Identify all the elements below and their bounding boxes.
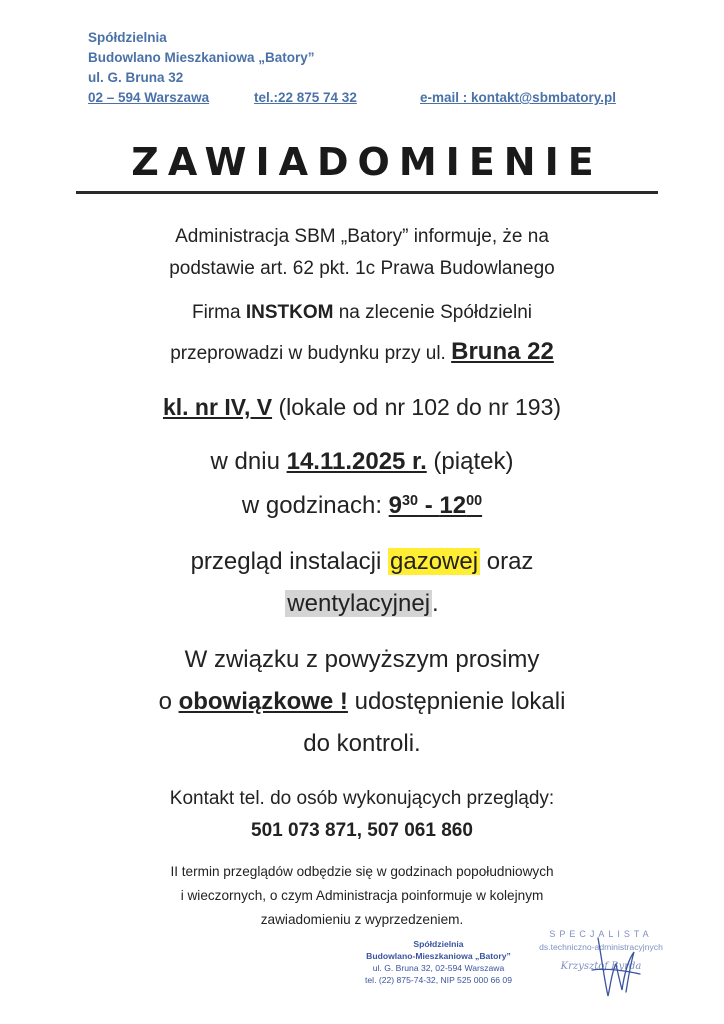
body-line-ventilation: [0, 590, 724, 618]
inspection-post: oraz: [480, 548, 534, 575]
note-line-3: zawiadomieniu z wyprzedzeniem.: [260, 912, 464, 927]
cooperative-stamp: [356, 938, 521, 986]
body-line-3-pre: Firma: [191, 302, 246, 323]
specialist-name: Krzysztof Byrda: [560, 961, 642, 972]
signature-icon: [578, 930, 648, 1000]
contact-label: Kontakt tel. do osób wykonujących przeglądy:: [169, 788, 555, 809]
letterhead-phone: tel.:22 875 74 32: [254, 90, 357, 105]
mandatory-emphasis: obowiązkowe !: [178, 688, 348, 715]
body-line-inspection: [0, 548, 724, 576]
document-title: ZAWIADOMIENIE: [131, 140, 603, 184]
body-line-control: do kontroli.: [303, 730, 421, 757]
gas-highlight: gazowej: [390, 548, 479, 575]
body-line-1: Administracja SBM „Batory” informuje, że na: [175, 226, 549, 247]
stamp-line-1: Spółdzielnia: [413, 939, 464, 949]
body-line-4-pre: przeprowadzi w budynku przy ul.: [170, 343, 452, 364]
inspection-date: 14.11.2025 r.: [286, 448, 427, 475]
letterhead-line-3: ul. G. Bruna 32: [88, 70, 184, 85]
body-line-2: podstawie art. 62 pkt. 1c Prawa Budowlanego: [169, 258, 555, 279]
stamp-line-2: Budowlano-Mieszkaniowa „Batory”: [366, 951, 511, 961]
note-line-2: i wieczornych, o czym Administracja poinformuje w kolejnym: [180, 888, 544, 903]
letterhead: [88, 28, 315, 88]
mandatory-post: udostępnienie lokali: [347, 688, 566, 715]
body-line-4: [0, 338, 724, 366]
stamp-line-4: tel. (22) 875-74-32, NIP 525 000 66 09: [365, 975, 512, 985]
stamp-line-3: ul. G. Bruna 32, 02-594 Warszawa: [372, 963, 505, 973]
letterhead-line-2: Budowlano Mieszkaniowa „Batory”: [88, 50, 315, 65]
end-hour: 12: [439, 492, 467, 519]
body-line-request: W związku z powyższym prosimy: [184, 646, 540, 673]
specialist-title: SPECJALISTA: [549, 929, 653, 939]
start-hour: 9: [388, 492, 403, 519]
building-address: Bruna 22: [451, 338, 554, 365]
mandatory-pre: o: [158, 688, 179, 715]
time-separator: -: [418, 492, 440, 519]
end-minute: 00: [466, 493, 483, 510]
specialist-subtitle: ds.techniczno-administracyjnych: [539, 942, 663, 952]
body-line-mandatory: [0, 688, 724, 716]
title-underline: [76, 191, 658, 194]
letterhead-line-1: Spółdzielnia: [88, 30, 167, 45]
letterhead-postal: 02 – 594 Warszawa: [88, 90, 210, 105]
body-line-3: [0, 302, 724, 324]
contact-numbers: 501 073 871, 507 061 860: [251, 820, 473, 841]
start-minute: 30: [402, 493, 419, 510]
apartments-range: (lokale od nr 102 do nr 193): [272, 394, 562, 420]
inspection-hours: [389, 492, 482, 519]
hours-pre: w godzinach:: [241, 492, 389, 519]
ventilation-dot: .: [432, 590, 439, 617]
staircase-numbers: kl. nr IV, V: [162, 394, 273, 420]
weekday: (piątek): [426, 448, 514, 475]
body-line-5: [0, 394, 724, 421]
body-line-hours: [0, 492, 724, 520]
company-name: INSTKOM: [245, 302, 334, 323]
body-line-3-post: na zlecenie Spółdzielni: [333, 302, 532, 323]
ventilation-highlight: wentylacyjnej: [287, 590, 431, 617]
body-line-date: [0, 448, 724, 476]
date-pre: w dniu: [210, 448, 287, 475]
note-line-1: II termin przeglądów odbędzie się w godzinach popołudniowych: [170, 864, 554, 879]
letterhead-email: e-mail : kontakt@sbmbatory.pl: [420, 90, 616, 105]
inspection-pre: przegląd instalacji: [190, 548, 388, 575]
